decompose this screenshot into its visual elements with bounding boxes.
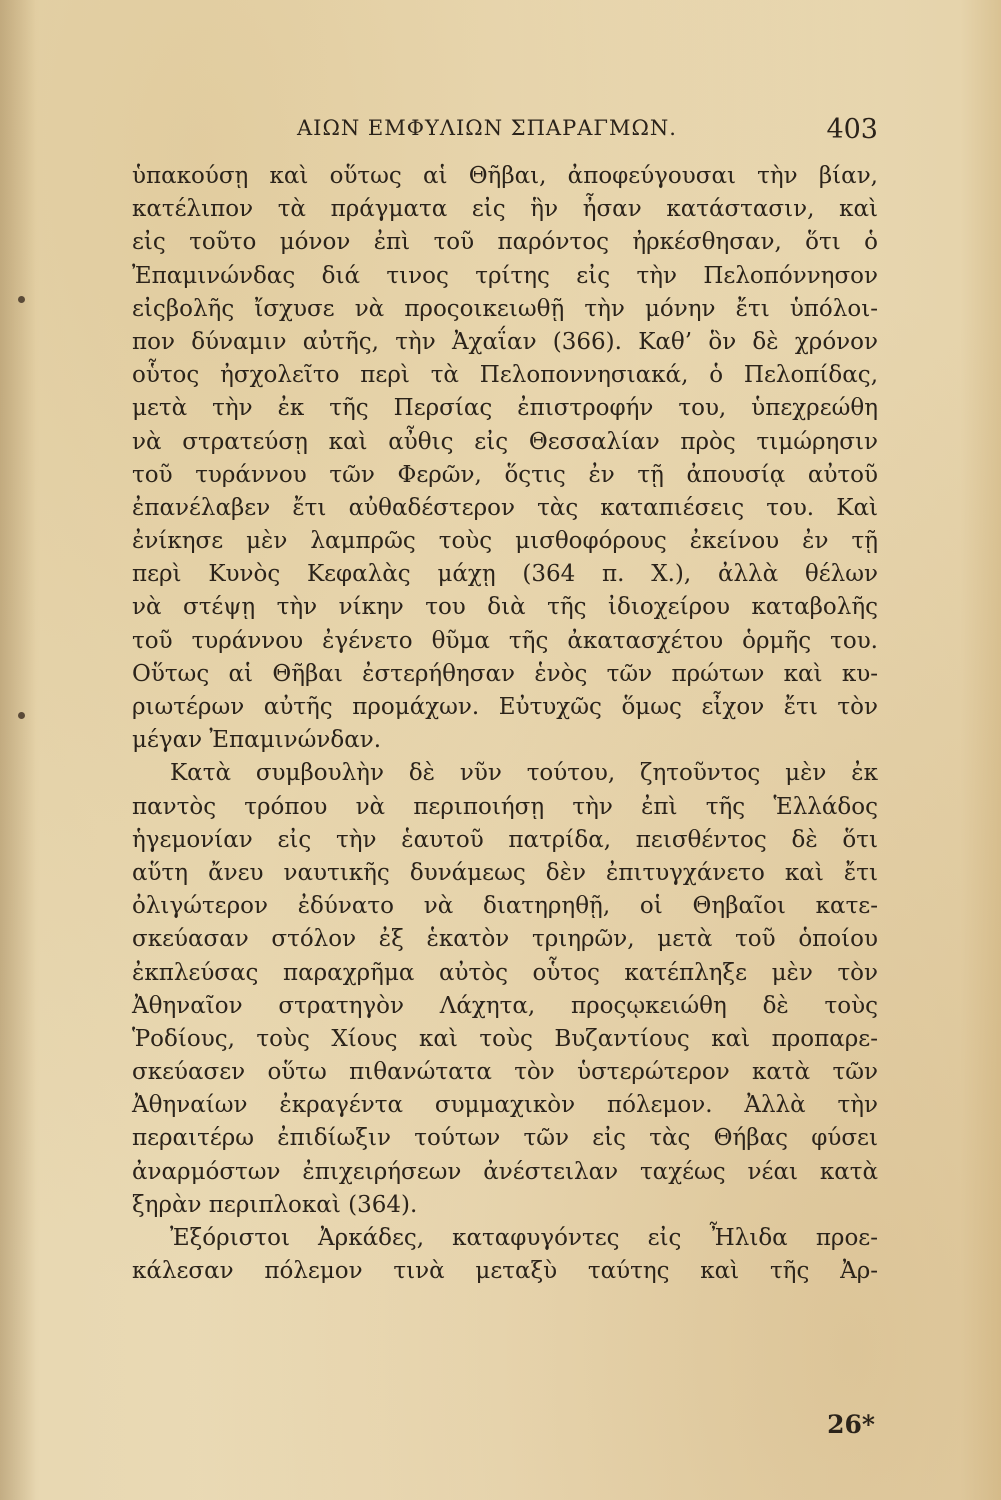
text-line: ἐνίκησε μὲν λαμπρῶς τοὺς μισθοφόρους ἐκείνου ἐν τῇ bbox=[132, 528, 878, 555]
margin-dot bbox=[18, 712, 25, 719]
text-line: κατέλιπον τὰ πράγματα εἰς ἣν ἦσαν κατάστασιν, καὶ bbox=[132, 196, 878, 223]
text-line: εἰς τοῦτο μόνον ἐπὶ τοῦ παρόντος ἠρκέσθησαν, ὅτι ὁ bbox=[132, 229, 878, 256]
page-number: 403 bbox=[826, 114, 878, 145]
paragraph-end-line: μέγαν Ἐπαμινώνδαν. bbox=[132, 727, 382, 754]
paragraph-start-line: Ἐξόριστοι Ἀρκάδες, καταφυγόντες εἰς Ἦλιδα προε- bbox=[170, 1225, 878, 1251]
margin-dot bbox=[18, 296, 25, 303]
text-line: παντὸς τρόπου νὰ περιποιήσῃ τὴν ἐπὶ τῆς Ἑλλάδος bbox=[132, 793, 878, 820]
text-line: ἀναρμόστων ἐπιχειρήσεων ἀνέστειλαν ταχέως νέαι κατὰ bbox=[132, 1158, 878, 1185]
text-line: Ῥοδίους, τοὺς Χίους καὶ τοὺς Βυζαντίους καὶ προπαρε- bbox=[132, 1025, 878, 1052]
text-line: αὕτη ἄνευ ναυτικῆς δυνάμεως δὲν ἐπιτυγχάνετο καὶ ἔτι bbox=[132, 859, 878, 886]
text-line: ἐπανέλαβεν ἔτι αὐθαδέστερον τὰς καταπιέσεις του. Καὶ bbox=[132, 494, 878, 521]
text-line: ριωτέρων αὐτῆς προμάχων. Εὐτυχῶς ὅμως εἶχον ἔτι τὸν bbox=[132, 694, 878, 720]
text-line: μετὰ τὴν ἐκ τῆς Περσίας ἐπιστροφήν του, ὑπεχρεώθη bbox=[132, 395, 878, 422]
text-line: περαιτέρω ἐπιδίωξιν τούτων τῶν εἰς τὰς Θήβας φύσει bbox=[132, 1125, 878, 1152]
text-line: νὰ στρατεύσῃ καὶ αὖθις εἰς Θεσσαλίαν πρὸς τιμώρησιν bbox=[132, 428, 878, 455]
text-line: Ἀθηναῖον στρατηγὸν Λάχητα, προςῳκειώθη δὲ τοὺς bbox=[132, 992, 878, 1019]
text-line: ἡγεμονίαν εἰς τὴν ἑαυτοῦ πατρίδα, πεισθέντος δὲ ὅτι bbox=[132, 826, 878, 853]
text-line: οὗτος ἠσχολεῖτο περὶ τὰ Πελοποννησιακά, ὁ Πελοπίδας, bbox=[132, 362, 878, 389]
paragraph-start-line: Κατὰ συμβουλὴν δὲ νῦν τούτου, ζητοῦντος μὲν ἐκ bbox=[170, 760, 878, 787]
text-line: νὰ στέψῃ τὴν νίκην του διὰ τῆς ἰδιοχείρου καταβολῆς bbox=[132, 594, 878, 621]
text-line: εἰςβολῆς ἴσχυσε νὰ προςοικειωθῇ τὴν μόνην ἔτι ὑπόλοι- bbox=[132, 295, 878, 322]
paragraph-end-line: ξηρὰν περιπλοκαὶ (364). bbox=[132, 1191, 418, 1218]
running-title: ΑΙΩΝ ΕΜΦΥΛΙΩΝ ΣΠΑΡΑΓΜΩΝ. bbox=[297, 116, 677, 140]
text-line: σκεύασαν στόλον ἐξ ἑκατὸν τριηρῶν, μετὰ τοῦ ὁποίου bbox=[132, 926, 878, 953]
text-line: περὶ Κυνὸς Κεφαλὰς μάχῃ (364 π. Χ.), ἀλλὰ θέλων bbox=[132, 561, 878, 588]
text-line: τοῦ τυράννου ἐγένετο θῦμα τῆς ἀκατασχέτου ὁρμῆς του. bbox=[132, 627, 878, 654]
text-line: Οὕτως αἱ Θῆβαι ἐστερήθησαν ἑνὸς τῶν πρώτων καὶ κυ- bbox=[132, 660, 878, 687]
text-line: ὀλιγώτερον ἐδύνατο νὰ διατηρηθῇ, οἱ Θηβαῖοι κατε- bbox=[132, 893, 878, 920]
printer-signature: 26* bbox=[827, 1410, 875, 1439]
text-line: Ἀθηναίων ἐκραγέντα συμμαχικὸν πόλεμον. Ἀλλὰ τὴν bbox=[132, 1092, 878, 1119]
page-header bbox=[132, 114, 878, 150]
text-line: κάλεσαν πόλεμον τινὰ μεταξὺ ταύτης καὶ τῆς Ἀρ- bbox=[132, 1258, 878, 1285]
text-line: πον δύναμιν αὐτῆς, τὴν Ἀχαΐαν (366). Καθ’ ὃν δὲ χρόνον bbox=[132, 328, 878, 355]
body-text bbox=[132, 160, 878, 1288]
text-line: τοῦ τυράννου τῶν Φερῶν, ὅςτις ἐν τῇ ἀπουσίᾳ αὐτοῦ bbox=[132, 461, 878, 488]
text-line: Ἐπαμινώνδας διά τινος τρίτης εἰς τὴν Πελοπόννησον bbox=[132, 262, 878, 289]
text-line: ἐκπλεύσας παραχρῆμα αὐτὸς οὗτος κατέπληξε μὲν τὸν bbox=[132, 959, 878, 986]
text-line: σκεύασεν οὕτω πιθανώτατα τὸν ὑστερώτερον κατὰ τῶν bbox=[132, 1059, 878, 1086]
text-line: ὑπακούσῃ καὶ οὕτως αἱ Θῆβαι, ἀποφεύγουσαι τὴν βίαν, bbox=[132, 163, 878, 189]
binding-shadow bbox=[0, 0, 36, 1500]
